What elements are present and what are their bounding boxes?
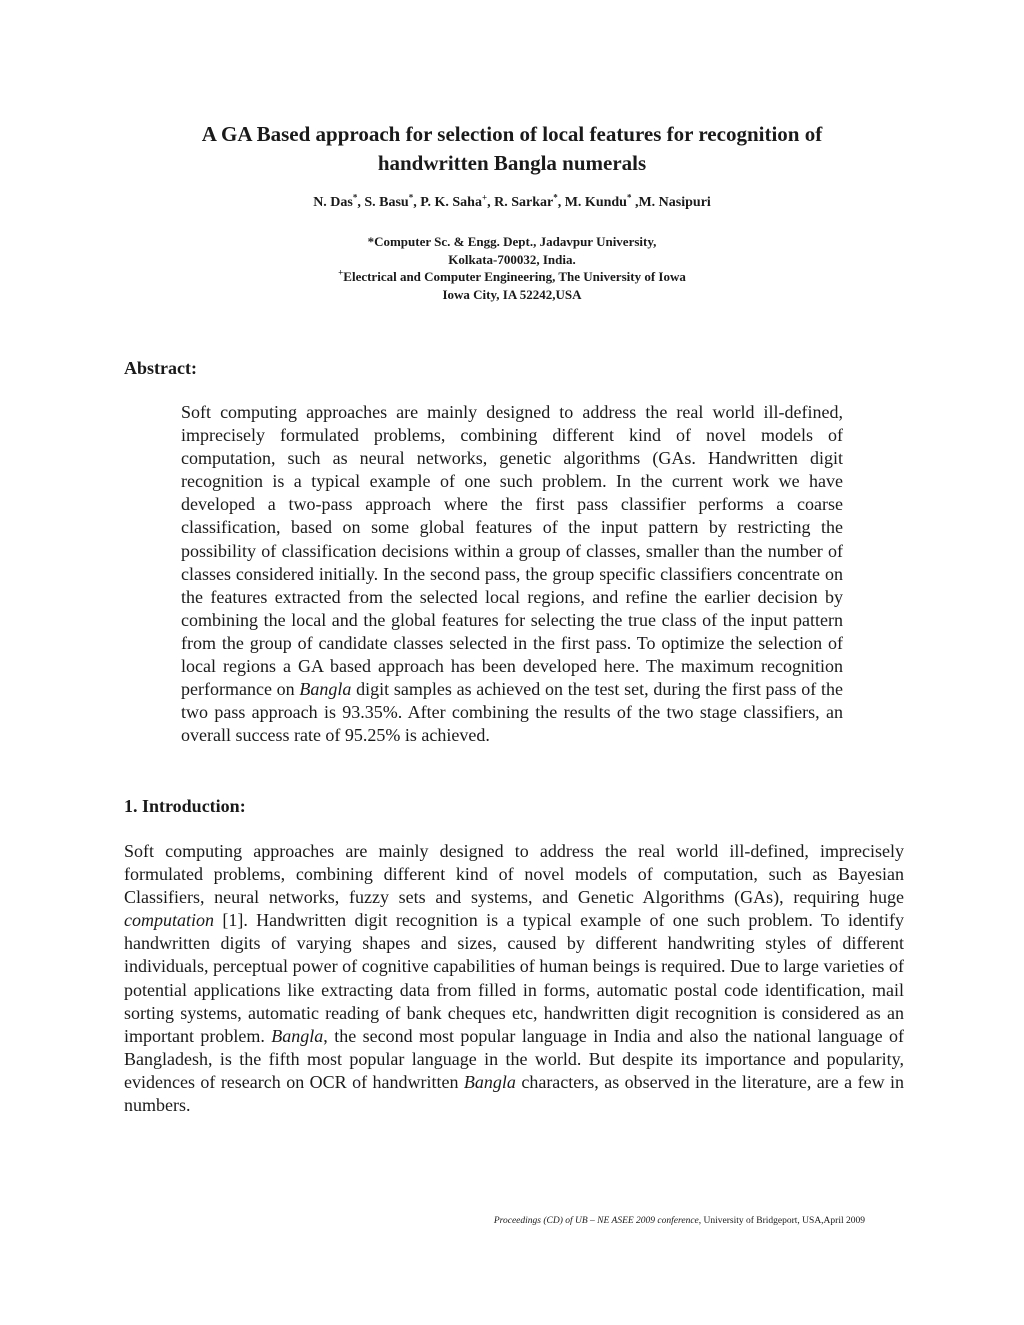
abstract-heading: Abstract: bbox=[124, 358, 197, 378]
author-name: M. Nasipuri bbox=[638, 195, 711, 210]
affiliation-line-1: *Computer Sc. & Engg. Dept., Jadavpur University, bbox=[367, 234, 657, 249]
author-mark: * bbox=[626, 192, 632, 203]
author-mark: + bbox=[481, 192, 488, 203]
affiliation-line-4: Iowa City, IA 52242,USA bbox=[442, 286, 582, 302]
title-line-1: A GA Based approach for selection of local features for recognition of bbox=[201, 122, 823, 146]
author-separator: , bbox=[487, 195, 495, 210]
paper-title bbox=[120, 120, 904, 178]
author-mark: * bbox=[553, 192, 558, 203]
footer-venue: , University of Bridgeport, USA,April 2009 bbox=[698, 1216, 865, 1226]
author-name: R. Sarkar bbox=[494, 195, 554, 210]
introduction-heading: 1. Introduction: bbox=[124, 796, 246, 816]
page-footer bbox=[300, 1215, 865, 1228]
introduction-text: Soft computing approaches are mainly designed to address the real world ill-defined, imprecisely formulated problems, combining different kind of novel models of computation, such as Bayesian Classifiers, neural networks, fuzzy sets and systems, and Genetic Algorithms (GAs), requiring huge computation [1]. Handwritten digit recognition is a typical example of one such problem. To identify handwritten digits of varying shapes and sizes, caused by different handwriting styles of different individuals, perceptual power of cognitive capabilities of human beings is required. Due to large varieties of potential applications like extracting data from filled in forms, automatic postal code identification, mail sorting systems, automatic reading of bank cheques etc, handwritten digit recognition is considered as an important problem. Bangla, the second most popular language in India and also the national language of Bangladesh, is the fifth most popular language in the world. But despite its importance and popularity, evidences of research on OCR of handwritten Bangla characters, as observed in the literature, are a few in numbers. bbox=[124, 841, 905, 1116]
affiliation-line-3: +Electrical and Computer Engineering, The University of Iowa bbox=[338, 267, 686, 284]
author-separator: , bbox=[357, 195, 365, 210]
abstract-text: Soft computing approaches are mainly designed to address the real world ill-defined, imprecisely formulated problems, combining different kind of novel models of computation, such as neural networks, genetic algorithms (GAs. Handwritten digit recognition is a typical example of one such problem. In the current work we have developed a two-pass approach where the first pass classifier performs a coarse classification, based on some global features of the input pattern by restricting the possibility of classification decisions within a group of classes, smaller than the number of classes considered initially. In the second pass, the group specific classifiers concentrate on the features extracted from the selected local regions, and refine the earlier decision by combining the local and the global features for selecting the true class of the input pattern from the group of candidate classes selected in the first pass. To optimize the selection of local regions a GA based approach has been developed here. The maximum recognition performance on Bangla digit samples as achieved on the test set, during the first pass of the two pass approach is 93.35%. After combining the results of the two stage classifiers, an overall success rate of 95.25% is achieved. bbox=[181, 402, 843, 746]
author-mark: * bbox=[408, 192, 414, 203]
author-name: N. Das bbox=[313, 195, 353, 210]
author-name: S. Basu bbox=[364, 195, 409, 210]
affiliation-mark: + bbox=[338, 267, 344, 278]
author-name: M. Kundu bbox=[564, 195, 627, 210]
author-separator: , bbox=[413, 195, 421, 210]
affiliation-line-2: Kolkata-700032, India. bbox=[448, 251, 576, 267]
author-separator: , bbox=[631, 195, 639, 210]
author-name: P. K. Saha bbox=[420, 195, 482, 210]
author-separator: , bbox=[557, 195, 565, 210]
title-line-2: handwritten Bangla numerals bbox=[377, 151, 647, 175]
footer-proceedings: Proceedings (CD) of UB – NE ASEE 2009 conference bbox=[493, 1216, 699, 1226]
affiliations bbox=[120, 233, 904, 303]
author-list bbox=[120, 193, 904, 213]
author-mark: * bbox=[352, 192, 358, 203]
